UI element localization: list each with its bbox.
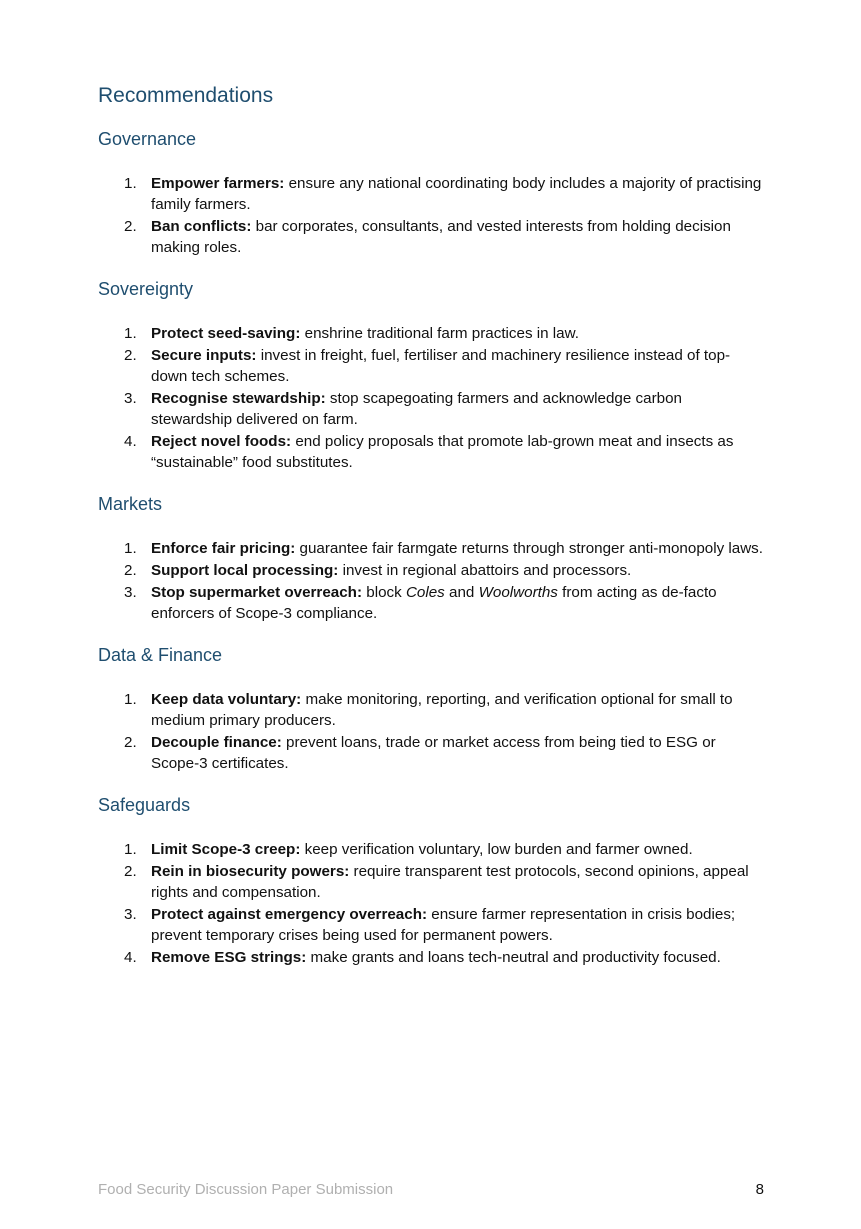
recommendation-list [98, 689, 766, 774]
item-label: Recognise stewardship: [151, 390, 326, 407]
list-number: 1. [124, 325, 137, 342]
item-label: Support local processing: [151, 562, 339, 579]
list-item [98, 861, 766, 903]
document-page [98, 82, 766, 988]
item-label: Keep data voluntary: [151, 691, 302, 708]
list-item [98, 431, 766, 473]
section-safeguards [98, 794, 766, 968]
item-label: Protect against emergency overreach: [151, 906, 428, 923]
list-item [98, 388, 766, 430]
item-text: guarantee fair farmgate returns through stronger anti-monopoly laws. [295, 540, 763, 557]
list-item [98, 560, 766, 581]
list-number: 2. [124, 562, 137, 579]
section-heading: Markets [98, 494, 163, 514]
section-sovereignty [98, 278, 766, 473]
list-number: 1. [124, 691, 137, 708]
list-number: 3. [124, 390, 137, 407]
item-text: invest in freight, fuel, fertiliser and machinery resilience instead of top-down tech schemes. [151, 347, 731, 385]
item-text: prevent loans, trade or market access from being tied to ESG or Scope-3 certificates. [151, 734, 716, 772]
item-text: enshrine traditional farm practices in law. [300, 325, 579, 342]
list-item [98, 345, 766, 387]
item-text: from acting as de-facto enforcers of Scope-3 compliance. [151, 584, 717, 622]
list-item [98, 732, 766, 774]
list-number: 3. [124, 906, 137, 923]
page-number: 8 [755, 1181, 764, 1198]
list-number: 1. [124, 540, 137, 557]
list-item [98, 173, 766, 215]
list-number: 2. [124, 347, 137, 364]
section-data-finance [98, 644, 766, 774]
item-label: Limit Scope-3 creep: [151, 841, 301, 858]
item-label: Enforce fair pricing: [151, 540, 296, 557]
item-label: Reject novel foods: [151, 433, 292, 450]
item-text: ensure farmer representation in crisis bodies; prevent temporary crises being used for permanent powers. [151, 906, 736, 944]
brand-name: Woolworths [478, 584, 558, 601]
list-item [98, 904, 766, 946]
item-text: ensure any national coordinating body includes a majority of practising family farmers. [151, 175, 762, 213]
item-label: Protect seed-saving: [151, 325, 301, 342]
recommendation-list [98, 173, 766, 258]
section-heading: Data & Finance [98, 645, 223, 665]
section-heading: Safeguards [98, 795, 191, 815]
item-label: Decouple finance: [151, 734, 282, 751]
list-number: 3. [124, 584, 137, 601]
brand-name: Coles [405, 584, 445, 601]
item-text: keep verification voluntary, low burden and farmer owned. [300, 841, 693, 858]
item-label: Empower farmers: [151, 175, 285, 192]
item-label: Secure inputs: [151, 347, 257, 364]
recommendation-list [98, 538, 766, 624]
item-label: Remove ESG strings: [151, 949, 307, 966]
list-item [98, 323, 766, 344]
list-item [98, 538, 766, 559]
list-item [98, 582, 766, 624]
list-number: 4. [124, 433, 137, 450]
list-number: 4. [124, 949, 137, 966]
list-item [98, 839, 766, 860]
list-number: 2. [124, 218, 137, 235]
list-number: 1. [124, 841, 137, 858]
item-label: Rein in biosecurity powers: [151, 863, 350, 880]
section-heading: Governance [98, 129, 197, 149]
list-number: 1. [124, 175, 137, 192]
footer-document-title: Food Security Discussion Paper Submission [98, 1181, 394, 1198]
recommendation-list [98, 839, 766, 968]
item-text: stop scapegoating farmers and acknowledge carbon stewardship delivered on farm. [151, 390, 682, 428]
item-text: bar corporates, consultants, and vested interests from holding decision making roles. [151, 218, 731, 256]
item-text: invest in regional abattoirs and processors. [338, 562, 632, 579]
item-label: Stop supermarket overreach: [151, 584, 363, 601]
recommendation-list [98, 323, 766, 473]
item-text: and [444, 584, 479, 601]
item-text: make monitoring, reporting, and verification optional for small to medium primary producers. [151, 691, 733, 729]
item-label: Ban conflicts: [151, 218, 252, 235]
item-text: end policy proposals that promote lab-grown meat and insects as “sustainable” food substitutes. [151, 433, 734, 471]
page-title: Recommendations [98, 84, 274, 107]
item-text: make grants and loans tech-neutral and productivity focused. [306, 949, 721, 966]
list-number: 2. [124, 734, 137, 751]
item-text: block [362, 584, 406, 601]
list-item [98, 689, 766, 731]
section-heading: Sovereignty [98, 279, 194, 299]
section-markets [98, 493, 766, 624]
list-item [98, 216, 766, 258]
list-item [98, 947, 766, 968]
list-number: 2. [124, 863, 137, 880]
section-governance [98, 128, 766, 258]
item-text: require transparent test protocols, second opinions, appeal rights and compensation. [151, 863, 749, 901]
